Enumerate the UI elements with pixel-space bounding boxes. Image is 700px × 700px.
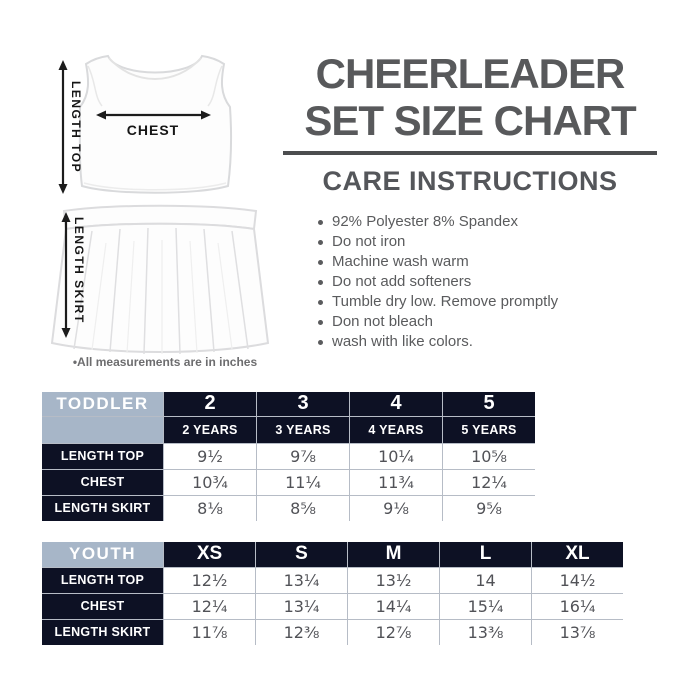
- value-cell: 13⅜: [440, 619, 532, 645]
- value-cell: 9⅝: [443, 495, 536, 521]
- care-item-text: Machine wash warm: [332, 253, 469, 270]
- row-label-cell: LENGTH SKIRT: [42, 495, 164, 521]
- page-title: [283, 50, 657, 144]
- value-cell: 11¾: [350, 469, 443, 495]
- value-cell: 12½: [164, 567, 256, 593]
- value-cell: 11⅞: [164, 619, 256, 645]
- youth-table-wrap: [42, 542, 623, 645]
- list-item: [318, 292, 648, 312]
- table-row: [42, 567, 623, 593]
- garment-illustration: [38, 45, 274, 381]
- bullet-icon: [318, 340, 323, 345]
- list-item: [318, 272, 648, 292]
- bullet-icon: [318, 220, 323, 225]
- table-row: [42, 619, 623, 645]
- toddler-size-table: [42, 392, 535, 521]
- value-cell: 14¼: [348, 593, 440, 619]
- value-cell: 8⅛: [164, 495, 257, 521]
- years-header-cell: 4 YEARS: [350, 416, 443, 443]
- group-label-cell: TODDLER: [42, 392, 164, 416]
- title-line-2: SET SIZE CHART: [304, 97, 636, 144]
- row-label-cell: LENGTH TOP: [42, 443, 164, 469]
- length-skirt-label: LENGTH SKIRT: [72, 217, 86, 324]
- table-row: [42, 392, 535, 416]
- care-item-text: Don not bleach: [332, 313, 433, 330]
- care-item-text: wash with like colors.: [332, 333, 473, 350]
- care-item-text: Do not iron: [332, 233, 406, 250]
- value-cell: 9½: [164, 443, 257, 469]
- value-cell: 9⅞: [257, 443, 350, 469]
- value-cell: 12¼: [164, 593, 256, 619]
- bullet-icon: [318, 280, 323, 285]
- bullet-icon: [318, 300, 323, 305]
- value-cell: 9⅛: [350, 495, 443, 521]
- size-header-cell: L: [440, 542, 532, 567]
- value-cell: 12¼: [443, 469, 536, 495]
- size-header-cell: 3: [257, 392, 350, 416]
- title-line-1: CHEERLEADER: [315, 50, 625, 97]
- size-header-cell: S: [256, 542, 348, 567]
- size-header-cell: M: [348, 542, 440, 567]
- group-label-cell: YOUTH: [42, 542, 164, 567]
- size-header-cell: XS: [164, 542, 256, 567]
- table-row: [42, 443, 535, 469]
- size-header-cell: 5: [443, 392, 536, 416]
- empty-cell: [42, 416, 164, 443]
- list-item: [318, 312, 648, 332]
- value-cell: 15¼: [440, 593, 532, 619]
- years-header-cell: 2 YEARS: [164, 416, 257, 443]
- bullet-icon: [318, 320, 323, 325]
- value-cell: 8⅝: [257, 495, 350, 521]
- chest-label: CHEST: [126, 122, 180, 138]
- title-divider: [283, 151, 657, 155]
- row-label-cell: CHEST: [42, 593, 164, 619]
- list-item: [318, 252, 648, 272]
- list-item: [318, 232, 648, 252]
- value-cell: 13½: [348, 567, 440, 593]
- value-cell: 13⅞: [532, 619, 624, 645]
- care-instructions-list: [318, 212, 648, 352]
- table-row: [42, 495, 535, 521]
- size-header-cell: 4: [350, 392, 443, 416]
- value-cell: 10¾: [164, 469, 257, 495]
- care-item-text: Tumble dry low. Remove promptly: [332, 293, 559, 310]
- toddler-table-wrap: [42, 392, 535, 521]
- years-header-cell: 5 YEARS: [443, 416, 536, 443]
- value-cell: 14: [440, 567, 532, 593]
- value-cell: 12⅜: [256, 619, 348, 645]
- bullet-icon: [318, 260, 323, 265]
- bullet-icon: [318, 240, 323, 245]
- list-item: [318, 212, 648, 232]
- value-cell: 14½: [532, 567, 624, 593]
- care-item-text: Do not add softeners: [332, 273, 472, 290]
- measurements-note: •All measurements are in inches: [72, 355, 258, 369]
- table-row: [42, 593, 623, 619]
- size-header-cell: XL: [532, 542, 624, 567]
- care-item-text: 92% Polyester 8% Spandex: [332, 213, 518, 230]
- value-cell: 11¼: [257, 469, 350, 495]
- row-label-cell: CHEST: [42, 469, 164, 495]
- value-cell: 13¼: [256, 567, 348, 593]
- length-top-arrow: [59, 60, 68, 194]
- table-row: [42, 416, 535, 443]
- table-row: [42, 469, 535, 495]
- value-cell: 13¼: [256, 593, 348, 619]
- value-cell: 16¼: [532, 593, 624, 619]
- size-header-cell: 2: [164, 392, 257, 416]
- row-label-cell: LENGTH TOP: [42, 567, 164, 593]
- table-row: [42, 542, 623, 567]
- value-cell: 10¼: [350, 443, 443, 469]
- value-cell: 12⅞: [348, 619, 440, 645]
- value-cell: 10⅝: [443, 443, 536, 469]
- list-item: [318, 332, 648, 352]
- care-instructions-heading: CARE INSTRUCTIONS: [322, 166, 618, 196]
- youth-size-table: [42, 542, 623, 645]
- row-label-cell: LENGTH SKIRT: [42, 619, 164, 645]
- length-top-label: LENGTH TOP: [69, 81, 83, 174]
- years-header-cell: 3 YEARS: [257, 416, 350, 443]
